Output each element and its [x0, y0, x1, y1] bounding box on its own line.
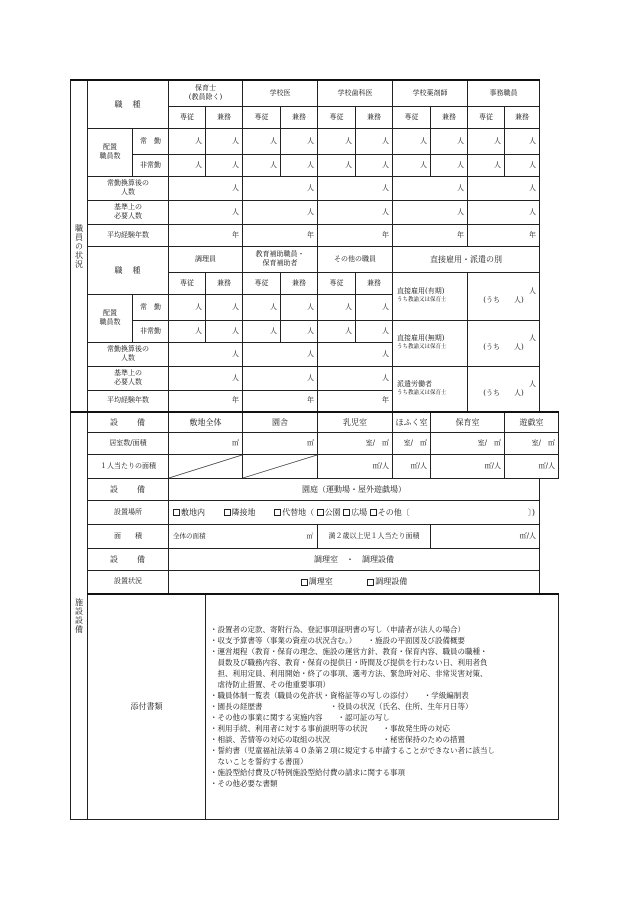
- attach-list: [206, 594, 559, 819]
- cell-text: 敷地内: [181, 507, 205, 517]
- form-cell: 人: [281, 294, 318, 320]
- checkbox-other[interactable]: [370, 509, 377, 516]
- form-cell: 人: [169, 200, 243, 224]
- form-cell: 非常勤: [133, 320, 169, 342]
- form-cell: 人: [318, 176, 393, 200]
- cell-text: (うち 人): [483, 343, 524, 351]
- form-cell: 人: [318, 366, 393, 390]
- form-cell: [169, 454, 243, 478]
- form-cell: 人: [169, 366, 243, 390]
- cell-text: 職員数: [99, 318, 121, 326]
- keiken-row-1: [71, 224, 559, 246]
- direct-dispatch-header: 直接雇用・派遣の別: [393, 246, 540, 272]
- form-cell: 非常勤: [133, 154, 169, 176]
- form-cell: 兼務: [356, 272, 393, 294]
- form-cell: 人: [431, 154, 468, 176]
- form-cell: 人: [468, 154, 505, 176]
- form-cell: [169, 524, 318, 548]
- form-cell: 人: [356, 154, 393, 176]
- form-cell: 乳児室: [318, 412, 393, 432]
- menseki-row: [71, 524, 559, 548]
- form-cell: 兼務: [505, 106, 540, 128]
- cell-text: ・設置者の定款、寄附行為、登記事項証明書の写し（申請者が法人の場合）: [210, 625, 465, 635]
- job-school-doctor: 学校医: [243, 80, 318, 106]
- cell-text: うち教諭又は保育士: [397, 389, 447, 396]
- cell-text: 調理室: [308, 577, 333, 587]
- form-cell: 年: [468, 224, 540, 246]
- form-cell: [88, 342, 169, 366]
- teien-row: [71, 478, 559, 500]
- cell-text: 基準上の: [114, 203, 142, 211]
- form-cell: 保育室: [431, 412, 505, 432]
- form-cell: 園舎: [243, 412, 318, 432]
- cell-text: 直接雇用(有期): [397, 287, 445, 295]
- chori-row: [71, 548, 559, 570]
- form-cell: 人: [318, 294, 356, 320]
- form-cell: 人: [243, 200, 318, 224]
- cell-text: (教員除く): [188, 93, 223, 102]
- form-cell: 人: [468, 176, 540, 200]
- basho-row: [71, 500, 559, 524]
- form-cell: 専従: [243, 272, 281, 294]
- form-cell: 人: [318, 342, 393, 366]
- cell-text: 広場: [351, 507, 368, 517]
- form-cell: 人: [243, 342, 318, 366]
- form-cell: ほふく室: [393, 412, 431, 432]
- form-cell: 人: [169, 342, 243, 366]
- job-cook: 調理員: [169, 246, 243, 272]
- direct-unlimited-value: [468, 320, 540, 366]
- form-cell: １人当たりの面積: [88, 454, 169, 478]
- cell-text: ・運営規程（教育・保育の理念、施設の運営方針、教育・保育内容、職員の職種・: [210, 647, 488, 657]
- form-cell: 設 備: [88, 478, 169, 500]
- form-cell: 兼務: [431, 106, 468, 128]
- form-cell: 専従: [169, 106, 206, 128]
- staff-and-facility-table: [70, 79, 559, 820]
- form-cell: 人: [468, 200, 540, 224]
- form-cell: 設 備: [88, 412, 169, 432]
- form-cell: 人: [169, 176, 243, 200]
- cell-text: ・その他必要な書類: [210, 779, 278, 789]
- checkbox-chorisetsubi[interactable]: [367, 579, 374, 586]
- cell-text: 担、利用定員、利用開始・終了の事項、選考方法、緊急時対応、非常災害対策、: [210, 669, 488, 679]
- cell-text: 配置: [103, 143, 117, 151]
- cell-text: ㎡: [306, 531, 313, 540]
- checkbox-park[interactable]: [317, 509, 324, 516]
- cell-text: (うち 人): [483, 296, 524, 304]
- checkbox-daitai[interactable]: [274, 509, 281, 516]
- form-cell: 人: [393, 128, 431, 154]
- cell-text: ・職員体制一覧表（職員の免許状・資格証等の写しの添付） ・学級編制表: [210, 691, 469, 701]
- cell-text: ・誓約書（児童福祉法第４０条第２項に規定する申請することができない者に該当し: [210, 746, 495, 756]
- cell-text: 隣接地: [231, 507, 256, 517]
- form-cell: ㎡/人: [318, 454, 393, 478]
- cell-text: 職員数: [99, 152, 121, 160]
- cell-text: 保育補助者: [262, 259, 298, 267]
- form-cell: 人: [169, 128, 206, 154]
- form-cell: 専従: [243, 106, 281, 128]
- form-cell: 専従: [393, 106, 431, 128]
- form-cell: 居室数/面積: [88, 432, 169, 454]
- form-cell: 人: [505, 128, 540, 154]
- kansan-row-1: [71, 176, 559, 200]
- form-cell: 遊戯室: [505, 412, 559, 432]
- form-cell: 人: [431, 128, 468, 154]
- rooms-header-row: [71, 412, 559, 432]
- rooms-area-row: [71, 432, 559, 454]
- form-cell: 人: [393, 154, 431, 176]
- form-cell: 人: [281, 154, 318, 176]
- form-cell: 人: [393, 176, 468, 200]
- form-cell: 設置場所: [88, 500, 169, 524]
- form-cell: 年: [169, 390, 243, 412]
- form-cell: 人: [356, 128, 393, 154]
- form-cell: 設 備: [88, 548, 169, 570]
- checkbox-chorishitsu[interactable]: [301, 579, 308, 586]
- hijokin-row-2: [71, 320, 559, 342]
- form-cell: 人: [169, 294, 206, 320]
- form-cell: 人: [356, 294, 393, 320]
- cell-text: 人数: [121, 188, 135, 196]
- dispatch-value: [468, 366, 540, 412]
- form-cell: 室/ ㎡: [318, 432, 393, 454]
- form-cell: 人: [169, 320, 206, 342]
- direct-fixed-label: [393, 272, 468, 320]
- cell-text: うち教諭又は保育士: [397, 297, 447, 303]
- form-cell: 年: [169, 224, 243, 246]
- cell-text: 常勤換算後の: [107, 345, 149, 353]
- job-school-pharmacist: 学校薬剤師: [393, 80, 468, 106]
- form-cell: [169, 500, 540, 524]
- cell-text: ・その他の事業に関する実施内容 ・認可証の写し: [210, 713, 390, 723]
- cell-text: ・利用手続、利用者に対する事前説明等の状況 ・事故発生時の対応: [210, 724, 450, 734]
- jokin-row-1: [71, 128, 559, 154]
- form-cell: 面 積: [88, 524, 169, 548]
- section-staff-label: 職員の状況: [71, 80, 88, 412]
- form-cell: 専従: [468, 106, 505, 128]
- form-cell: 人: [243, 366, 318, 390]
- cell-text: 人: [529, 287, 536, 295]
- form-cell: ㎡: [243, 432, 318, 454]
- checkbox-shikichinai[interactable]: [173, 509, 180, 516]
- form-cell: 人: [206, 128, 243, 154]
- job-office-staff: 事務職員: [468, 80, 540, 106]
- cell-text: その他〔: [377, 507, 410, 517]
- form-cell: [88, 366, 169, 390]
- form-cell: 人: [318, 154, 356, 176]
- haichi-label: [88, 128, 133, 176]
- haichi-label-2: [88, 294, 133, 342]
- cell-text: 常勤換算後の: [107, 179, 149, 187]
- form-cell: 人: [206, 154, 243, 176]
- job-other-staff: その他の職員: [318, 246, 393, 272]
- form-cell: 人: [243, 320, 281, 342]
- cell-text: 必要人数: [114, 378, 142, 386]
- cell-text: ・収支予算書等（事業の資産の状況含む。） ・施設の平面図及び設備概要: [210, 636, 465, 646]
- form-cell: 兼務: [281, 272, 318, 294]
- cell-text: 必要人数: [114, 212, 142, 220]
- form-cell: 人: [281, 320, 318, 342]
- form-cell: 人: [206, 320, 243, 342]
- direct-fixed-value: [468, 272, 540, 320]
- cell-text: 全体の面積: [173, 531, 206, 540]
- form-cell: 室/ ㎡: [393, 432, 431, 454]
- form-cell: [88, 200, 169, 224]
- cell-text: 員数及び職務内容、教育・保育の提供日・時間及び提供を行わない日、利用者負: [210, 658, 488, 668]
- form-cell: ㎡/人: [431, 524, 540, 548]
- form-cell: 人: [468, 128, 505, 154]
- cell-text: 虐待防止措置、その他重要事項）: [210, 680, 330, 690]
- form-cell: 平均経験年数: [88, 224, 169, 246]
- kijun-row-1: [71, 200, 559, 224]
- form-cell: 人: [318, 320, 356, 342]
- form-cell: 室/ ㎡: [431, 432, 505, 454]
- form-cell: 人: [169, 154, 206, 176]
- form-cell: 設置状況: [88, 570, 169, 594]
- cell-text: 〕): [527, 507, 535, 517]
- jokyo-row: [71, 570, 559, 594]
- job-hoikushi: [169, 80, 243, 106]
- form-cell: 兼務: [206, 106, 243, 128]
- checkbox-square[interactable]: [343, 509, 350, 516]
- cell-text: (うち 人): [483, 388, 524, 397]
- kijun-row-2: [71, 366, 559, 390]
- form-cell: [243, 454, 318, 478]
- form-cell: ㎡/人: [505, 454, 559, 478]
- job-label: 職 種: [88, 80, 169, 128]
- form-cell: 専従: [318, 272, 356, 294]
- form-cell: 兼務: [206, 272, 243, 294]
- form-cell: 人: [243, 294, 281, 320]
- cell-text: 人数: [121, 354, 135, 362]
- form-cell: 年: [318, 224, 393, 246]
- form-cell: 室/ ㎡: [505, 432, 559, 454]
- form-cell: ㎡: [169, 432, 243, 454]
- cell-text: 公園: [324, 507, 341, 517]
- form-cell: 人: [356, 320, 393, 342]
- form-cell: ㎡/人: [393, 454, 431, 478]
- form-cell: 人: [318, 200, 393, 224]
- cell-text: 基準上の: [114, 369, 142, 377]
- section-facility-label: 施設設備: [71, 412, 88, 819]
- cell-text: 人: [529, 334, 536, 342]
- cell-text: 配置: [103, 309, 117, 317]
- form-cell: 専従: [318, 106, 356, 128]
- form-cell: 年: [243, 224, 318, 246]
- cell-text: 保育士: [195, 84, 216, 93]
- form-cell: 専従: [169, 272, 206, 294]
- cell-text: 人: [529, 379, 536, 388]
- cell-text: 教育補助職員・: [255, 250, 305, 258]
- per-person-row: [71, 454, 559, 478]
- cell-text: うち教諭又は保育士: [397, 344, 447, 350]
- form-cell: ㎡/人: [431, 454, 505, 478]
- attach-label: 添付書類: [88, 594, 206, 819]
- form-cell: 人: [243, 176, 318, 200]
- cell-text: 調理設備: [375, 577, 408, 587]
- checkbox-rinsetsu[interactable]: [224, 509, 231, 516]
- form-cell: 園庭（運動場・屋外遊戯場）: [169, 478, 540, 500]
- form-cell: 兼務: [356, 106, 393, 128]
- form-cell: 年: [393, 224, 468, 246]
- form-cell: 常 勤: [133, 294, 169, 320]
- cell-text: 直接雇用(無期): [397, 334, 445, 342]
- cell-text: ・施設型給付費及び特例施設型給付費の請求に関する事項: [210, 768, 405, 778]
- form-cell: 平均経験年数: [88, 390, 169, 412]
- form-cell: 満２歳以上児１人当たり面積: [318, 524, 431, 548]
- form-cell: 人: [393, 200, 468, 224]
- form-cell: 兼務: [281, 106, 318, 128]
- job-label-2: 職 種: [88, 246, 169, 294]
- job-assistant: [243, 246, 318, 272]
- form-cell: 調理室 ・ 調理設備: [169, 548, 540, 570]
- form-cell: [88, 176, 169, 200]
- cell-text: ないことを誓約する書面）: [210, 757, 308, 767]
- form-cell: 常 勤: [133, 128, 169, 154]
- form-cell: 人: [318, 128, 356, 154]
- form-cell: 人: [281, 128, 318, 154]
- form-cell: 人: [243, 128, 281, 154]
- form-cell: 人: [505, 154, 540, 176]
- direct-unlimited-label: [393, 320, 468, 366]
- cell-text: 代替地（: [282, 507, 315, 517]
- form-cell: 年: [243, 390, 318, 412]
- dispatch-label: [393, 366, 468, 412]
- form-cell: 人: [206, 294, 243, 320]
- form-cell: 年: [318, 390, 393, 412]
- hijokin-row-1: [71, 154, 559, 176]
- application-form: [70, 79, 559, 820]
- cell-text: ・相談、苦情等の対応の取組の状況 ・秘密保持のための措置: [210, 735, 465, 745]
- cell-text: 派遣労働者: [397, 379, 432, 388]
- form-cell: 人: [243, 154, 281, 176]
- cell-text: ・園長の経歴書 ・役員の状況（氏名、住所、生年月日等）: [210, 702, 473, 712]
- job-school-dentist: 学校歯科医: [318, 80, 393, 106]
- form-cell: [169, 570, 540, 594]
- form-cell: 敷地全体: [169, 412, 243, 432]
